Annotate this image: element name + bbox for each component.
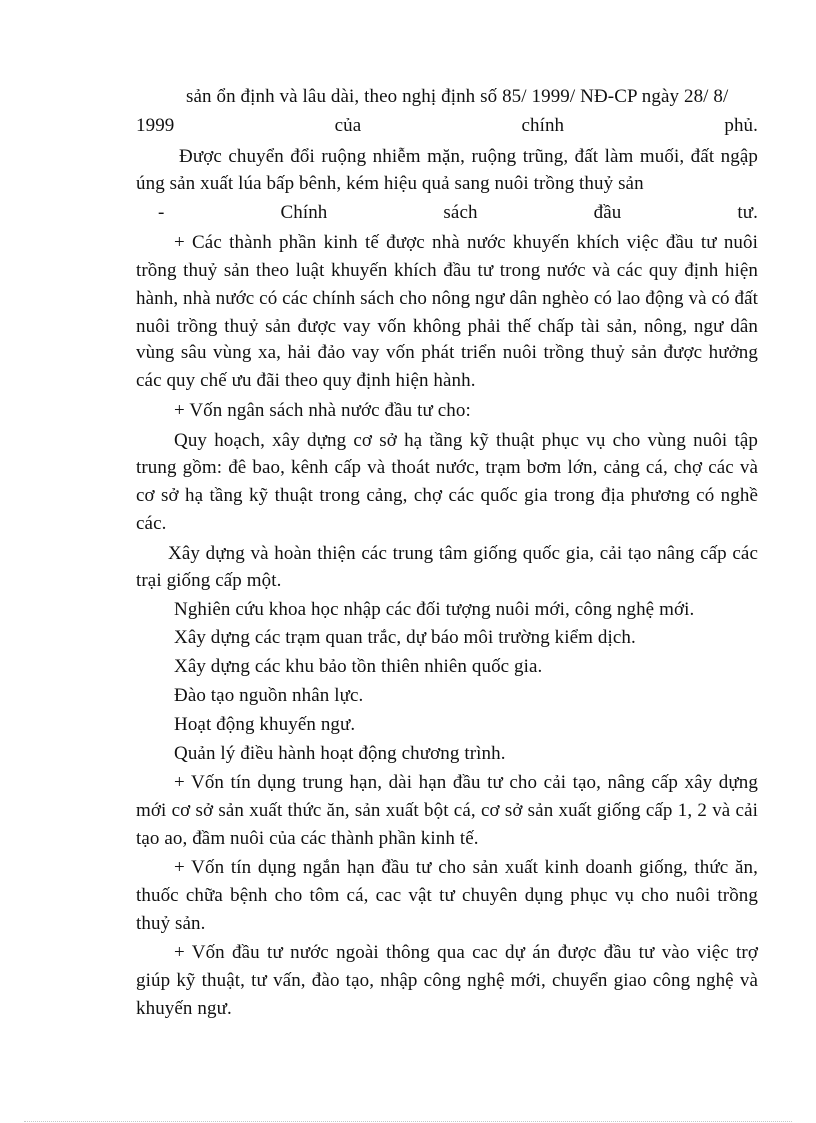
list-item: Đào tạo nguồn nhân lực.: [174, 685, 364, 706]
text-line: nuôi trồng thuỷ sản được vay vốn không phải thế chấp tài sản, nông, ngư dân: [136, 316, 758, 337]
text-line: Được chuyển đổi ruộng nhiễm mặn, ruộng trũng, đất làm muối, đất ngập: [179, 146, 758, 167]
text-line: úng sản xuất lúa bấp bênh, kém hiệu quả sang nuôi trồng thuỷ sản: [136, 173, 644, 194]
text-line: các.: [136, 513, 167, 534]
text-line: trại giống cấp một.: [136, 570, 282, 591]
list-item: Nghiên cứu khoa học nhập các đối tượng nuôi mới, công nghệ mới.: [174, 599, 695, 620]
text-line: + Vốn tín dụng trung hạn, dài hạn đầu tư cho cải tạo, nâng cấp xây dựng: [174, 772, 758, 793]
text-line: sản ổn định và lâu dài, theo nghị định số 85/ 1999/ NĐ-CP ngày 28/ 8/: [186, 86, 729, 107]
section-heading: - Chính sách đầu tư.: [158, 202, 758, 223]
text-line: trung gồm: đê bao, kênh cấp và thoát nước, trạm bơm lớn, cảng cá, chợ các và: [136, 457, 758, 478]
text-line: cơ sở hạ tầng kỹ thuật trong cảng, chợ các quốc gia trong địa phương có nghề: [136, 485, 758, 506]
text-line: các quy chế ưu đãi theo quy định hiện hành.: [136, 370, 476, 391]
list-item: Xây dựng các khu bảo tồn thiên nhiên quốc gia.: [174, 656, 543, 677]
text-line: mới cơ sở sản xuất thức ăn, sản xuất bột cá, cơ sở sản xuất giống cấp 1, 2 và cải: [136, 800, 758, 821]
list-item: Quản lý điều hành hoạt động chương trình.: [174, 743, 506, 764]
text-line: tạo ao, đầm nuôi của các thành phần kinh tế.: [136, 828, 479, 849]
text-line: hành, nhà nước có các chính sách cho nông ngư dân nghèo có lao động và có đất: [136, 288, 758, 309]
text-line: thuốc chữa bệnh cho tôm cá, cac vật tư chuyên dụng phục vụ cho nuôi trồng: [136, 885, 758, 906]
text-line: giúp kỹ thuật, tư vấn, đào tạo, nhập công nghệ mới, chuyển giao công nghệ và: [136, 970, 758, 991]
text-line: 1999 của chính phủ.: [136, 115, 758, 136]
text-line: trồng thuỷ sản theo luật khuyến khích đầu tư trong nước và các quy định hiện: [136, 260, 758, 281]
text-line: thuỷ sản.: [136, 913, 206, 934]
text-line: khuyến ngư.: [136, 998, 232, 1019]
text-line: Xây dựng và hoàn thiện các trung tâm giống quốc gia, cải tạo nâng cấp các: [168, 543, 758, 564]
text-line: + Các thành phần kinh tế được nhà nước khuyến khích việc đầu tư nuôi: [174, 232, 758, 253]
list-item: Xây dựng các trạm quan trắc, dự báo môi trường kiểm dịch.: [174, 627, 636, 648]
text-line: + Vốn ngân sách nhà nước đầu tư cho:: [174, 400, 471, 421]
text-line: vùng sâu vùng xa, hải đảo vay vốn phát triển nuôi trồng thuỷ sản được hưởng: [136, 342, 758, 363]
text-line: Quy hoạch, xây dựng cơ sở hạ tầng kỹ thuật phục vụ cho vùng nuôi tập: [174, 430, 758, 451]
text-line: + Vốn tín dụng ngắn hạn đầu tư cho sản xuất kinh doanh giống, thức ăn,: [174, 857, 758, 878]
page-bottom-divider: [24, 1121, 792, 1122]
text-line: + Vốn đầu tư nước ngoài thông qua cac dự án được đầu tư vào việc trợ: [174, 942, 758, 963]
list-item: Hoạt động khuyến ngư.: [174, 714, 356, 735]
